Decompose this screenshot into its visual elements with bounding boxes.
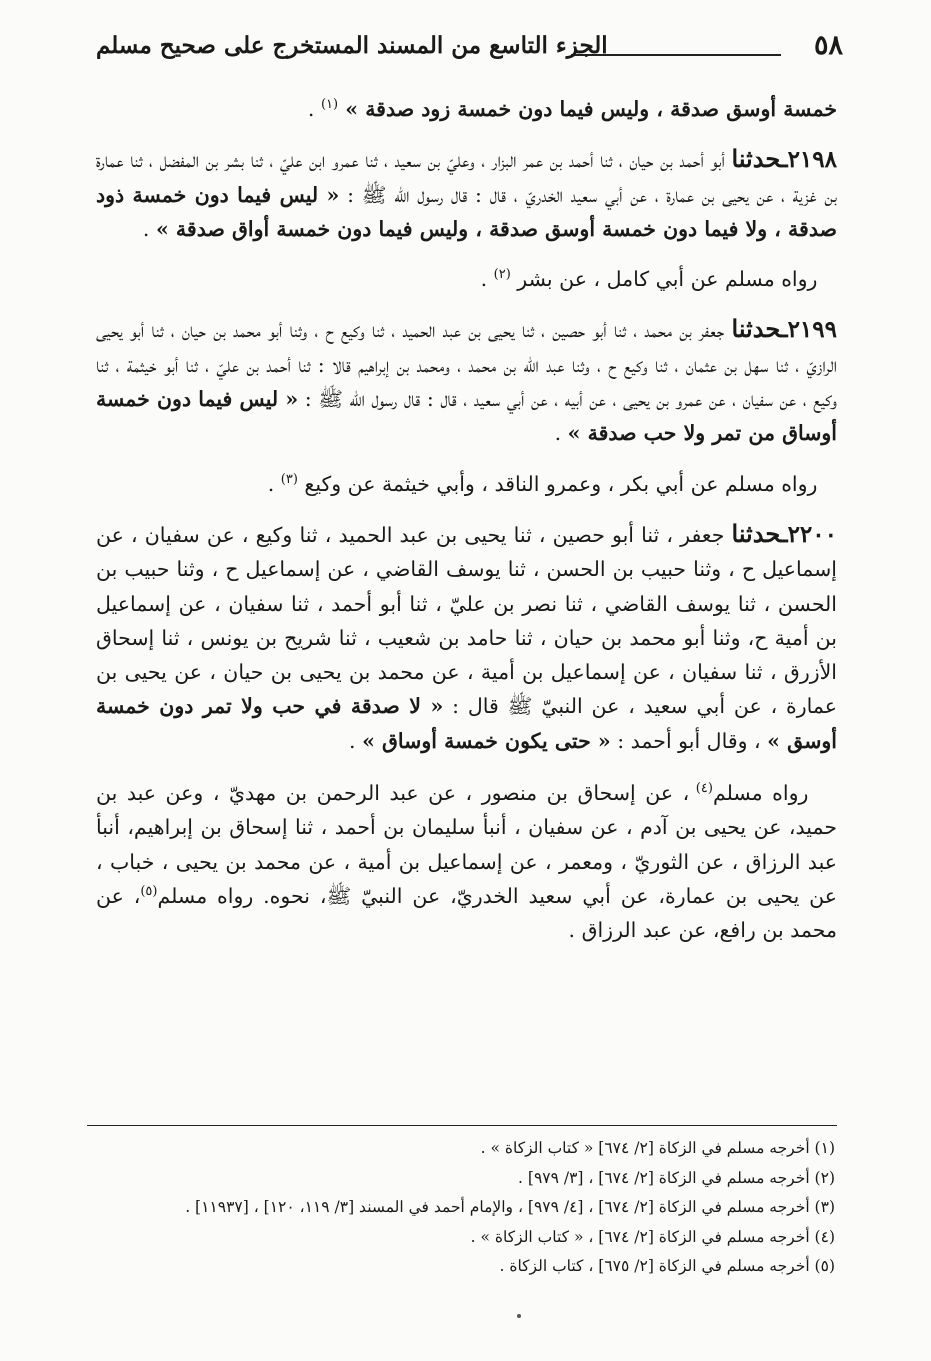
footnote-ref: (١) (320, 97, 339, 113)
haddathana: حدثنا (731, 314, 781, 344)
number-separator: ـ (780, 316, 788, 344)
matn-text: « ليس فيما دون خمسة ذود صدقة ، ولا فيما دون خمسة أوسق صدقة ، وليس فيما دون خمسة أواق صدقة » (96, 182, 837, 241)
page-number: ٥٨ (813, 30, 843, 61)
isnad-text: جعفر بن محمد ، ثنا أبو حصين ، ثنا يحيى بن عبد الحميد ، ثنا وكيع ح ، وثنا أبو محمد بن حيان ، ثنا أبو يحيى الرازيّ ، ثنا سهل بن عثمان ، ثنا وكيع ح ، وثنا عبد الله بن محمد ، ومحمد بن إبراهيم قالا : ثنا أحمد بن عليّ ، ثنا أبو خيثمة ، ثنا وكيع ، عن سفيان ، عن عمرو بن يحيى ، عن أبيه ، عن أبي سعيد ، قال : قال رسول الله ﷺ : (96, 318, 837, 412)
matn-text: « لا صدقة في حب ولا تمر دون خمسة أوسق » (96, 694, 837, 753)
haddathana: حدثنا (731, 518, 781, 548)
isnad-text: جعفر ، ثنا أبو حصين ، ثنا يحيى بن عبد الحميد ، ثنا وكيع ، عن سفيان ، عن إسماعيل ح ، وثنا حبيب بن الحسن ، ثنا يوسف القاضي ، عن إسماعيل ح ، وثنا حبيب بن الحسن ، ثنا يوسف القاضي ، ثنا نصر بن عليّ ، ثنا أبو أحمد ، ثنا سفيان ، عن إسماعيل بن أمية ح، وثنا أبو محمد بن حيان ، ثنا حامد بن شعيب ، ثنا شريح بن يونس ، ثنا إسحاق الأزرق ، ثنا سفيان ، عن إسماعيل بن أمية ، عن محمد بن يحيى بن حيان ، عن يحيى بن عمارة ، عن أبي سعيد ، عن النبيّ ﷺ قال : (96, 522, 837, 719)
number-separator: ـ (780, 520, 788, 548)
hadith-number: ٢٢٠٠ (787, 520, 837, 548)
footnotes (96, 1134, 835, 1282)
riwaya-text: ، عن إسحاق بن منصور ، عن عبد الرحمن بن مهديّ ، وعن عبد بن حميد، عن يحيى بن آدم ، عن سفيان ، أنبأ سليمان بن أحمد ، ثنا إسحاق بن إبراهيم، أنبأ عبد الرزاق ، عن الثوريّ ، ومعمر ، عن إسماعيل بن أمية ، عن محمد بن يحيى ، خباب ، عن يحيى بن عمارة، عن أبي سعيد الخدريّ، عن النبيّ ﷺ، نحوه. رواه مسلم (96, 781, 837, 908)
paragraph-end: . (554, 421, 568, 446)
footnote-4: (٤) أخرجه مسلم في الزكاة [٢/ ٦٧٤] ، « كتاب الزكاة » . (470, 1227, 835, 1246)
footnote-3: (٣) أخرجه مسلم في الزكاة [٢/ ٦٧٤] ، [٤/ ٩٧٩] ، والإمام أحمد في المسند [٣/ ١١٩، ١٢٠] ، [١١٩٣٧] . (185, 1198, 835, 1216)
running-title: الجزء التاسع من المسند المستخرج على صحيح مسلم (96, 32, 608, 59)
main-text (96, 92, 837, 948)
hadith-number: ٢١٩٨ (787, 146, 837, 174)
paragraph-end: . (480, 267, 494, 292)
footnote-2: (٢) أخرجه مسلم في الزكاة [٢/ ٦٧٤] ، [٣/ ٩٧٩] . (518, 1168, 835, 1187)
footnote-5: (٥) أخرجه مسلم في الزكاة [٢/ ٦٧٥] ، كتاب الزكاة . (499, 1257, 835, 1275)
number-separator: ـ (780, 146, 788, 174)
matn-text: « ليس فيما دون خمسة أوساق من تمر ولا حب صدقة » (96, 387, 837, 446)
matn-text: خمسة أوسق صدقة ، وليس فيما دون خمسة زود صدقة » (338, 97, 837, 121)
footnote-ref: (٢) (493, 267, 511, 283)
page-header (96, 28, 843, 72)
riwaya-2200 (96, 776, 837, 947)
riwaya-2199 (96, 467, 837, 501)
riwaya-text: رواه مسلم (712, 781, 809, 806)
isnad-text: ، وقال أبو أحمد : (610, 728, 768, 753)
paragraph-end: . (349, 728, 363, 753)
riwaya-text: ، عن محمد بن رافع، عن عبد الرزاق . (96, 883, 837, 943)
footnote-1: (١) أخرجه مسلم في الزكاة [٢/ ٦٧٤] « كتاب الزكاة » . (480, 1139, 835, 1157)
haddathana: حدثنا (731, 144, 781, 174)
print-speck (517, 1314, 521, 1318)
paragraph-end: . (142, 216, 156, 241)
footnote-ref: (٤) (695, 781, 713, 797)
riwaya-text: رواه مسلم عن أبي كامل ، عن بشر (510, 267, 818, 292)
isnad-text: أبو أحمد بن حيان ، ثنا أحمد بن عمر البزار ، وعليّ بن سعيد ، ثنا عمرو ابن عليّ ، ثنا بشر بن المفضل ، ثنا عمارة بن غزية ، عن يحيى بن عمارة ، عن أبي سعيد الخدريّ ، قال : قال رسول الله ﷺ : (96, 148, 837, 207)
riwaya-2198 (96, 262, 837, 296)
hadith-2198 (96, 142, 837, 246)
matn-text: « حتى يكون خمسة أوساق » (362, 728, 611, 753)
hadith-number: ٢١٩٩ (787, 316, 837, 344)
hadith-2200 (96, 517, 837, 758)
riwaya-text: رواه مسلم عن أبي بكر ، وعمرو الناقد ، وأبي خيثمة عن وكيع (297, 471, 818, 496)
hadith-2199 (96, 312, 837, 450)
footnote-ref: (٣) (280, 471, 298, 487)
footnote-rule (87, 1125, 837, 1126)
paragraph-end: . (267, 471, 281, 496)
footnote-ref: (٥) (140, 884, 158, 900)
continuation-paragraph (96, 92, 837, 126)
paragraph-end: . (307, 97, 321, 121)
